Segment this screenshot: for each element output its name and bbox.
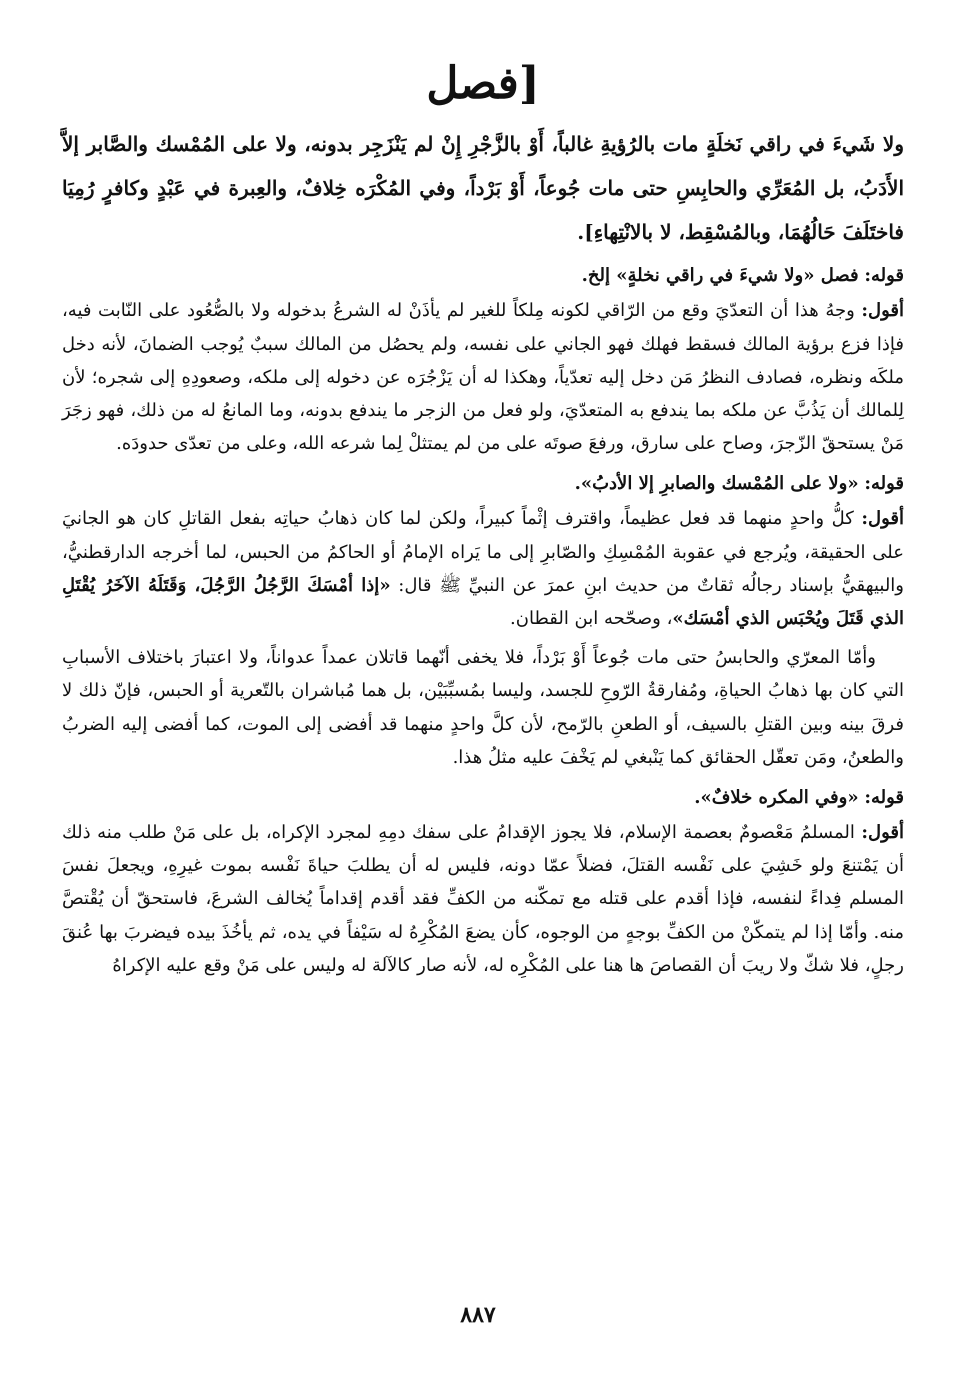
commentary-paragraph-2 — [62, 502, 904, 635]
commentary-quote-3 — [62, 780, 904, 816]
section-heading: [فصل — [426, 58, 540, 109]
hadith-quote: «إذا أمْسَكَ الرَّجُلُ الرَّجُلَ، وَقَتَلَهُ الآخَرُ يُقْتَلِ الذي قَتَلَ ويُحْبَس الذي أمْسَك» — [62, 574, 904, 630]
quoted-phrase: «ولا على المُمْسك والصابرِ إلا الأدبُ». — [574, 473, 859, 495]
commentary-paragraph-3: وأمّا المعرّي والحابسُ حتى مات جُوعاً أَوْ بَرْداً، فلا يخفى أنّهما قاتلان عمداً عدواناً، ولا اعتبارَ باختلاف الأسبابِ التي كان بها ذهابُ الحياةِ، ومُفارقةُ الرّوحِ للجسد، وليسا بمُسبِّبَيْن، بل هما مُباشران بالتّعرية أو الحبس، فإنّ ذلك لا فرقَ بينه وبين القتلِ بالسيف، أو الطعنِ بالرّمح، لأن كلَّ واحدٍ منهما قد أفضى إلى الموت، كما أفضى إليه الضربُ والطعنُ، ومَن تعقّل الحقائق كما يَنْبغي لم يَخْفَ عليه مثلُ هذا. — [62, 647, 904, 768]
quoted-phrase: «وفي المكره خلافٌ». — [694, 787, 859, 809]
commentary-paragraph-1 — [62, 294, 904, 460]
commentary-quote-2 — [62, 466, 904, 502]
qawluh-label: قوله: — [864, 473, 904, 495]
qawluh-label: قوله: — [864, 265, 904, 287]
aqulu-label: أقول: — [861, 822, 904, 844]
document-page — [62, 60, 904, 988]
commentary-text: المسلمُ مَعْصومٌ بعصمة الإسلام، فلا يجوز الإقدامُ على سفك دمِهِ لمجرد الإكراه، بل على مَنْ طلب منه ذلك أن يَمْتنعَ ولو خَشِيَ على نَفْسه القتلَ، فضلاً عمّا دونه، فليس له أن يطلبَ حياةَ نَفْسه بموت غيرِهِ، ويجعلَ نفسَ المسلم فِداءً لنفسه، فإذا أقدم على قتله مع تمكّنه من الكفِّ فقد أقدم إقداماً يُخالف الشرعَ، فاستحقّ أن يُقْتصَّ منه. وأمّا إذا لم يتمكّنْ من الكفِّ بوجهٍ من الوجوه، كأن يضعَ المُكْرِهُ له سَيْفاً في يده، ثم يأخُذَ بيده فيضربَ بها عُنقَ رجلٍ، فلا شكّ ولا ريبَ أن القصاصَ ها هنا على المُكْرِه له، لأنه صار كالآلة له وليس على مَنْ وقع عليه الإكراهُ — [62, 822, 904, 976]
commentary-paragraph-4 — [62, 816, 904, 982]
commentary-text: وجهُ هذا أن التعدّيَ وقع من الرّاقي لكونه مِلكاً للغير لم يأذَنْ له الشرعُ بدخوله ولا بالصُّعُود على النّابت فيه، فإذا فزع برؤية المالك فسقط فهلك فهو الجاني على نفسه، ولم يحصُل من المالك سببٌ يُوجب الضمانَ، لأنه دخل ملكَه ونظره، فصادف النظرُ مَن دخل إليه تعدّياً، وهكذا له أن يَزْجُرَه عن دخوله إلى ملكه، وصعودِهِ إلى شجره؛ لأن لِلمالك أن يَذُبَّ عن ملكه بما يندفع به المتعدّيَ، ولو فعل من الزجر ما يندفع بدونه، وما المانعُ له من ذلك، فهو زجَرَ مَنْ يستحقّ الزّجرَ، وصاح على سارق، ورفعَ صوتَه على من لم يمتثلْ لِما شرعه الله، وعلى من تعدّى حدودَه. — [62, 300, 904, 455]
main-text-matn: ولا شَيءَ في راقي نَخلَةٍ مات بالرُؤيةِ غالباً، أَوْ بالزَّجْرِ إِنْ لم يَنْزَجِر بدونه، ولا على المُمْسك والصَّابر إلاَّ الأَدَبُ، بل المُعَرِّي والحابِسِ حتى مات جُوعاً، أَوْ بَرْداً، وفي المُكْرَه خِلافٌ، والعِبرة في عَبْدٍ وكافرٍ رُمِيَا فاختَلَفَ حَالُهُمَا، وبالمُسْقِط، لا بالانْتِهاءِ]. — [62, 132, 904, 245]
qawluh-label: قوله: — [864, 787, 904, 809]
commentary-text: كلُّ واحدٍ منهما قد فعل عظيماً، واقترف إثْماً كبيراً، ولكن لما كان ذهابُ حياتِه بفعل القاتلِ كان هو الجانيَ على الحقيقة، ويُرجع في عقوبة المُمْسِكِ والصّابرِ إلى ما يَراه الإمامُ أو الحاكمُ من الحبس، لما أخرجه الدارقطنيُّ، والبيهقيُّ بإسناد رجالُه ثقاتٌ من حديث ابنِ عمرَ عن النبيِّ ﷺ قال: — [62, 508, 904, 596]
commentary-quote-1 — [62, 258, 904, 294]
commentary-text-tail: ، وصحّحه ابن القطان. — [510, 608, 673, 630]
aqulu-label: أقول: — [861, 508, 904, 530]
aqulu-label: أقول: — [861, 300, 904, 322]
quoted-phrase: فصل «ولا شيءَ في راقي نخلةٍ» إلخ. — [581, 265, 859, 287]
page-number: ٨٨٧ — [460, 1302, 496, 1328]
